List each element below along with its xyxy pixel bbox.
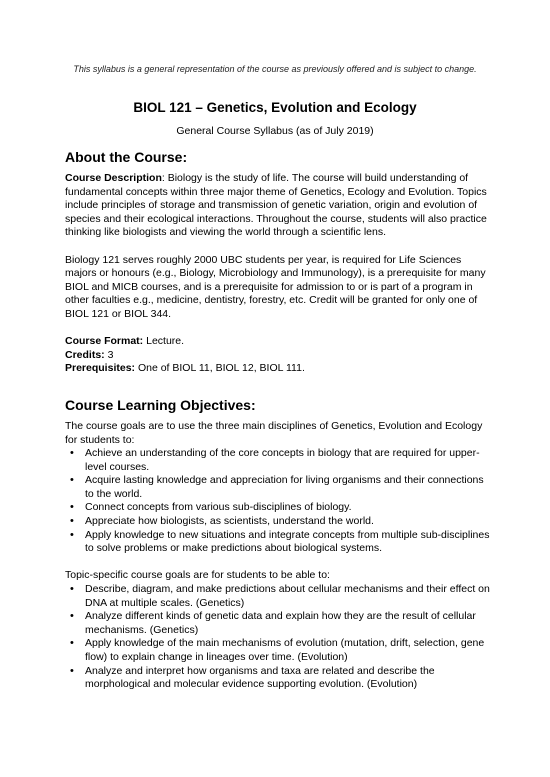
list-item: • Connect concepts from various sub-disciplines of biology. (65, 501, 493, 515)
course-description (65, 172, 493, 240)
objectives-section (65, 396, 493, 692)
course-format (65, 335, 493, 349)
objectives-intro: The course goals are to use the three main disciplines of Genetics, Evolution and Ecology for students to: (65, 419, 483, 446)
list-item: • Acquire lasting knowledge and appreciation for living organisms and their connections to the world. (65, 474, 493, 501)
list-item: • Achieve an understanding of the core concepts in biology that are required for upper-level courses. (65, 447, 493, 474)
topic-goals-intro: Topic-specific course goals are for students to be able to: (65, 569, 330, 582)
prereq-label: Prerequisites: (65, 362, 136, 375)
list-item: • Apply knowledge of the main mechanisms of evolution (mutation, drift, selection, gene flow) to explain change in lineages over time. (Evolution) (65, 637, 493, 664)
course-credits (65, 349, 493, 363)
prereq-value: One of BIOL 11, BIOL 12, BIOL 111. (135, 362, 305, 375)
description-label: Course Description (65, 172, 162, 184)
credits-label: Credits: (65, 348, 105, 361)
list-item: • Describe, diagram, and make predictions about cellular mechanisms and their effect on DNA at multiple scales. (Genetics) (65, 583, 493, 610)
course-title: BIOL 121 – Genetics, Evolution and Ecology (133, 100, 417, 115)
about-section (65, 148, 493, 376)
objectives-heading: Course Learning Objectives: (65, 396, 256, 413)
format-label: Course Format: (65, 335, 144, 348)
course-prerequisites (65, 362, 493, 376)
enrollment-paragraph: Biology 121 serves roughly 2000 UBC students per year, is required for Life Sciences majors or honours (e.g., Biology, Microbiology and Immunology), is a prerequisite for many BIOL and MICB courses, and is a prerequisite for admission to or is part of a program in other faculties e.g., medicine, dentistry, forestry, etc. Credit will be granted for only one of BIOL 121 or BIOL 344. (65, 253, 486, 320)
description-text: : Biology is the study of life. The course will build understanding of fundamental concepts within three major theme of Genetics, Ecology and Evolution. Topics include principles of storage and transmission of genetic variation, origin and evolution of species and their ecological interactions. Throughout the course, students will also practice thinking like biologists and viewing the world through a scientific lens. (65, 172, 487, 239)
format-value: Lecture. (143, 335, 185, 348)
syllabus-subtitle: General Course Syllabus (as of July 2019) (176, 125, 374, 137)
credits-value: 3 (104, 348, 114, 361)
about-heading: About the Course: (65, 149, 188, 165)
list-item: • Analyze and interpret how organisms and taxa are related and describe the morphological and molecular evidence supporting evolution. (Evolution) (65, 665, 493, 692)
syllabus-body (65, 148, 493, 692)
list-item: • Analyze different kinds of genetic data and explain how they are the result of cellular mechanisms. (Genetics) (65, 610, 493, 637)
list-item: • Appreciate how biologists, as scientists, understand the world. (65, 515, 493, 529)
disclaimer-note: This syllabus is a general representation of the course as previously offered and is subject to change. (73, 64, 477, 74)
course-goals-list (65, 447, 493, 556)
topic-goals-list (65, 583, 493, 692)
list-item: • Apply knowledge to new situations and integrate concepts from multiple sub-disciplines to solve problems or make predictions about biological systems. (65, 529, 493, 556)
